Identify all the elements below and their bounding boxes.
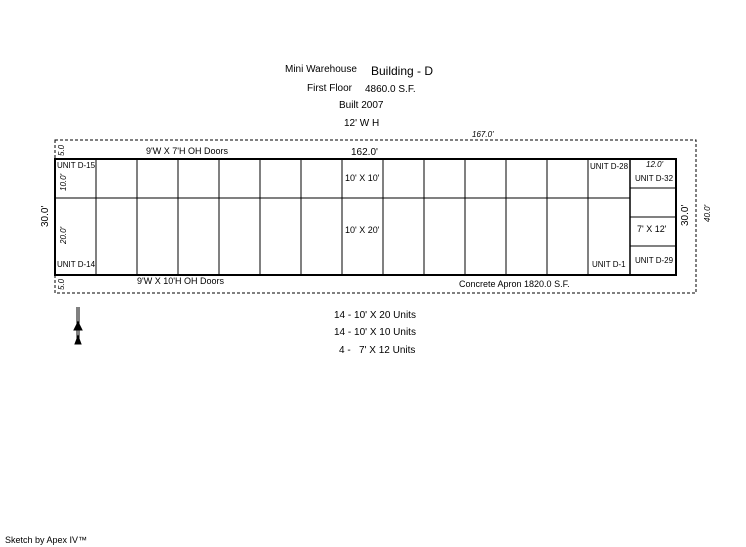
dim-building-top: 162.0' <box>351 147 378 158</box>
north-arrow-icon <box>74 307 82 344</box>
unit-dividers <box>96 159 588 275</box>
dim-building-left: 30.0' <box>40 205 51 227</box>
summary-line-2: 14 - 10' X 10 Units <box>334 327 416 338</box>
label-apron: Concrete Apron 1820.0 S.F. <box>459 279 570 289</box>
label-top-doors: 9'W X 7'H OH Doors <box>146 146 228 156</box>
title-built: Built 2007 <box>339 100 384 111</box>
label-unit-d28: UNIT D-28 <box>590 162 629 171</box>
dim-row-upper: 10.0' <box>59 173 68 191</box>
title-building-type: Mini Warehouse <box>285 64 357 75</box>
label-unit-d32: UNIT D-32 <box>635 174 674 183</box>
label-unit-d14: UNIT D-14 <box>57 260 96 269</box>
footer-credit: Sketch by Apex IV™ <box>5 535 88 545</box>
dim-row-lower: 20.0' <box>59 226 68 244</box>
label-size-7x12: 7' X 12' <box>637 224 667 234</box>
title-height: 12' W H <box>344 118 380 129</box>
label-unit-d15: UNIT D-15 <box>57 161 96 170</box>
dim-apron-top: 5.0 <box>57 144 66 156</box>
label-unit-d1: UNIT D-1 <box>592 260 626 269</box>
title-building-name: Building - D <box>371 64 434 78</box>
title-area: 4860.0 S.F. <box>365 84 416 95</box>
label-bottom-doors: 9'W X 10'H OH Doors <box>137 276 224 286</box>
summary-line-3: 4 - 7' X 12 Units <box>339 345 416 356</box>
dim-outer-top: 167.0' <box>472 130 494 139</box>
label-unit-d29: UNIT D-29 <box>635 256 674 265</box>
dim-outer-right: 40.0' <box>703 204 712 222</box>
label-size-10x20: 10' X 20' <box>345 225 380 235</box>
summary-line-1: 14 - 10' X 20 Units <box>334 310 416 321</box>
label-size-10x10: 10' X 10' <box>345 173 380 183</box>
dim-building-right: 30.0' <box>680 204 691 226</box>
dim-small-unit-width: 12.0' <box>646 160 664 169</box>
dim-apron-bottom: 5.0 <box>57 278 66 290</box>
title-floor: First Floor <box>307 83 352 94</box>
